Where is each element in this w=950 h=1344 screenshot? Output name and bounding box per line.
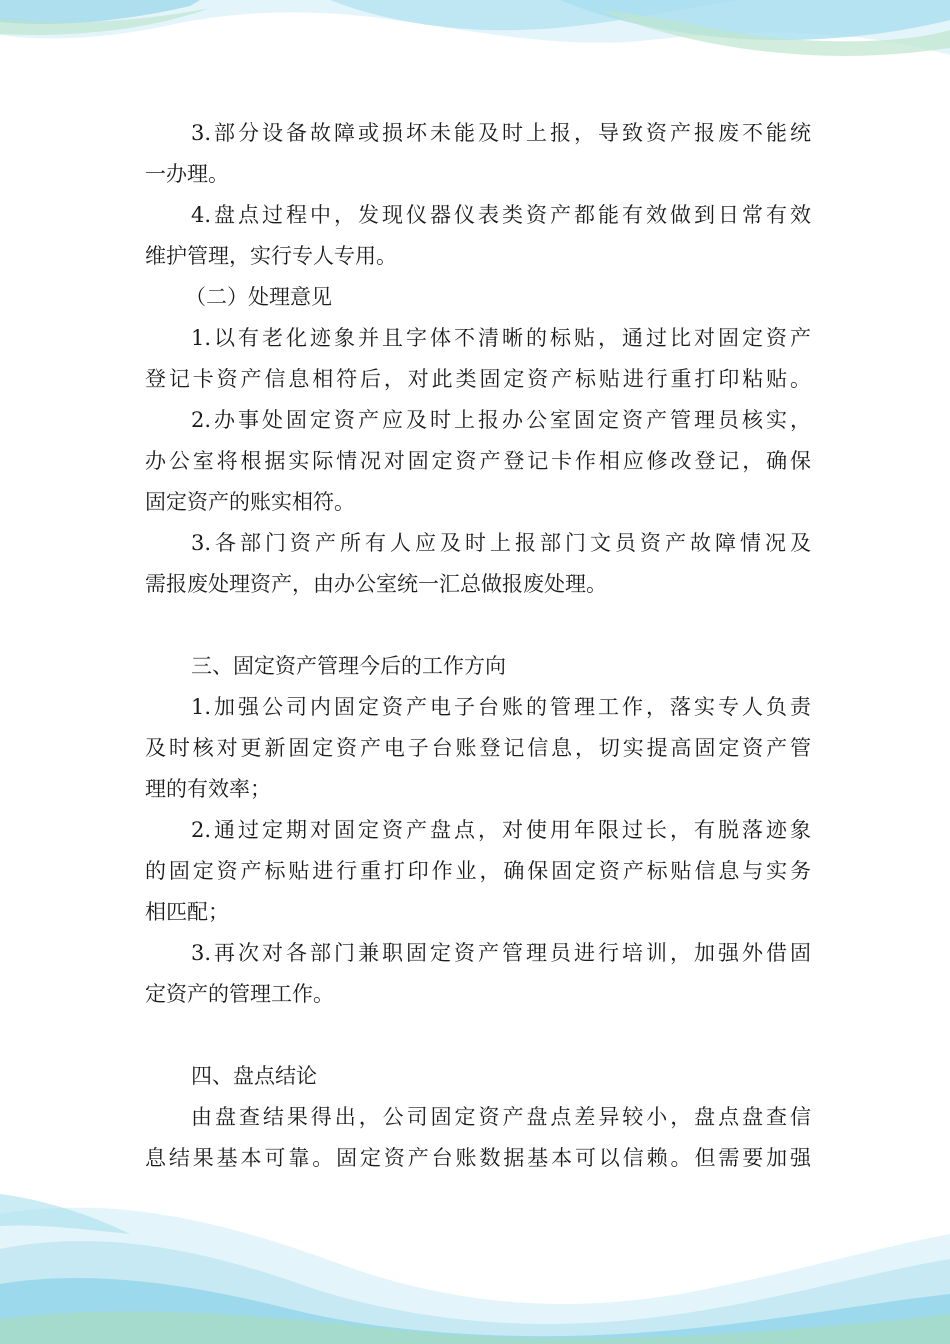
text-line: 需报废处理资产，由办公室统一汇总做报废处理。 — [145, 572, 607, 596]
text-line: 一办理。 — [145, 162, 229, 186]
section-heading: 四、盘点结论 — [191, 1064, 317, 1088]
text-line: 相匹配； — [145, 900, 229, 924]
text-line: 理的有效率； — [145, 777, 271, 801]
bottom-wave-decoration — [0, 1154, 950, 1344]
top-wave-decoration — [0, 0, 950, 110]
text-line: 2.通过定期对固定资产盘点，对使用年限过长，有脱落迹象 — [191, 818, 811, 842]
paragraph-gap — [145, 605, 811, 646]
text-line: 办公室将根据实际情况对固定资产登记卡作相应修改登记，确保 — [145, 449, 811, 473]
text-line: 4.盘点过程中，发现仪器仪表类资产都能有效做到日常有效 — [191, 203, 811, 227]
text-line: 3.各部门资产所有人应及时上报部门文员资产故障情况及 — [191, 531, 811, 555]
subsection-heading: （二）处理意见 — [185, 285, 332, 309]
text-line: 维护管理，实行专人专用。 — [145, 244, 397, 268]
text-line: 登记卡资产信息相符后，对此类固定资产标贴进行重打印粘贴。 — [145, 367, 811, 391]
text-line: 3.部分设备故障或损坏未能及时上报，导致资产报废不能统 — [191, 121, 811, 145]
text-line: 及时核对更新固定资产电子台账登记信息，切实提高固定资产管 — [145, 736, 811, 760]
text-line: 2.办事处固定资产应及时上报办公室固定资产管理员核实， — [191, 408, 811, 432]
text-line: 3.再次对各部门兼职固定资产管理员进行培训，加强外借固 — [191, 941, 811, 965]
text-line: 的固定资产标贴进行重打印作业，确保固定资产标贴信息与实务 — [145, 859, 811, 883]
text-line: 息结果基本可靠。固定资产台账数据基本可以信赖。但需要加强 — [145, 1146, 811, 1170]
section-heading: 三、固定资产管理今后的工作方向 — [191, 654, 506, 678]
document-body — [145, 113, 811, 1179]
text-line: 定资产的管理工作。 — [145, 982, 334, 1006]
text-line: 由盘查结果得出，公司固定资产盘点差异较小，盘点盘查信 — [191, 1105, 811, 1129]
paragraph-gap — [145, 1015, 811, 1056]
text-line: 1.以有老化迹象并且字体不清晰的标贴，通过比对固定资产 — [191, 326, 811, 350]
text-line: 1.加强公司内固定资产电子台账的管理工作，落实专人负责 — [191, 695, 811, 719]
text-line: 固定资产的账实相符。 — [145, 490, 355, 514]
